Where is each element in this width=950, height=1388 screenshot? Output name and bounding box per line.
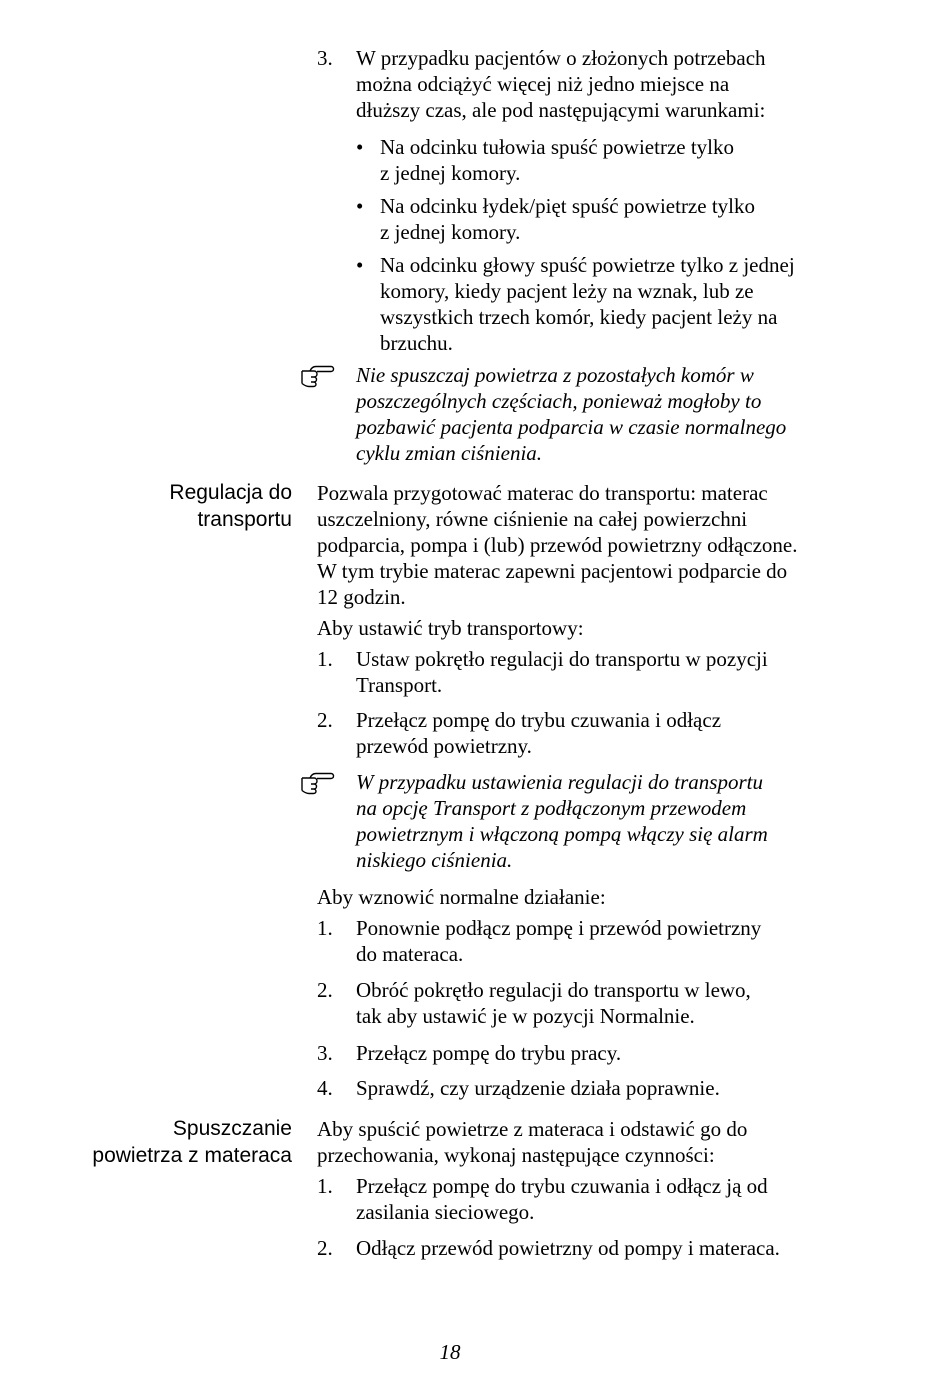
bullet-text: Na odcinku łydek/pięt spuść powietrze tylko z jednej komory. <box>380 194 755 244</box>
list-number: 4. <box>317 1076 333 1100</box>
list-item-text: Przełącz pompę do trybu pracy. <box>356 1041 622 1065</box>
list-number: 3. <box>317 46 333 70</box>
bullet-text: Na odcinku głowy spuść powietrze tylko z jednej komory, kiedy pacjent leży na wznak, lub ze wszystkich trzech komór, kiedy pacjent leży na brzuchu. <box>380 253 795 355</box>
bullet-mark: • <box>356 135 364 159</box>
transport-intro: Pozwala przygotować materac do transportu: materac uszczelniony, równe ciśnienie na całej powierzchni podparcia, pompa i (lub) przewód powietrzny odłączone. W tym trybie materac zapewni pacjentowi podparcie do 12 godzin. <box>317 481 798 609</box>
list-number: 2. <box>317 1236 333 1260</box>
section-heading-transport: Regulacja do transportu <box>169 481 292 531</box>
pointing-hand-icon <box>300 362 336 390</box>
deflate-intro: Aby spuścić powietrze z materaca i odstawić go do przechowania, wykonaj następujące czynności: <box>317 1117 748 1167</box>
list-item-text: Przełącz pompę do trybu czuwania i odłącz ją od zasilania sieciowego. <box>356 1174 768 1224</box>
note-text: Nie spuszczaj powietrza z pozostałych komór w poszczególnych częściach, ponieważ mogłoby to pozbawić pacjenta podparcia w czasie normalnego cyklu zmian ciśnienia. <box>356 363 787 465</box>
list-number: 2. <box>317 978 333 1002</box>
bullet-text: Na odcinku tułowia spuść powietrze tylko z jednej komory. <box>380 135 735 185</box>
list-item-text: Sprawdź, czy urządzenie działa poprawnie. <box>356 1076 720 1100</box>
note-text: W przypadku ustawienia regulacji do transportu na opcję Transport z podłączonym przewodem powietrznym i włączoną pompą włączy się alarm niskiego ciśnienia. <box>356 770 768 872</box>
section-heading-deflate: Spuszczanie powietrza z materaca <box>92 1117 292 1167</box>
list-number: 3. <box>317 1041 333 1065</box>
transport-resume-lead: Aby wznowić normalne działanie: <box>317 885 606 909</box>
list-item-text: Obróć pokrętło regulacji do transportu w lewo, tak aby ustawić je w pozycji Normalnie. <box>356 978 751 1028</box>
list-item-text: Ustaw pokrętło regulacji do transportu w pozycji Transport. <box>356 647 768 697</box>
bullet-mark: • <box>356 194 364 218</box>
list-number: 1. <box>317 916 333 940</box>
list-item-text: W przypadku pacjentów o złożonych potrzebach można odciążyć więcej niż jedno miejsce na dłuższy czas, ale pod następującymi warunkami: <box>356 46 766 122</box>
transport-set-mode-lead: Aby ustawić tryb transportowy: <box>317 616 584 640</box>
list-number: 1. <box>317 647 333 671</box>
list-item-text: Odłącz przewód powietrzny od pompy i materaca. <box>356 1236 780 1260</box>
list-number: 2. <box>317 708 333 732</box>
list-item-text: Przełącz pompę do trybu czuwania i odłącz przewód powietrzny. <box>356 708 722 758</box>
list-item-text: Ponownie podłącz pompę i przewód powietrzny do materaca. <box>356 916 762 966</box>
list-number: 1. <box>317 1174 333 1198</box>
bullet-mark: • <box>356 253 364 277</box>
page-number: 18 <box>439 1340 461 1364</box>
pointing-hand-icon <box>300 769 336 797</box>
